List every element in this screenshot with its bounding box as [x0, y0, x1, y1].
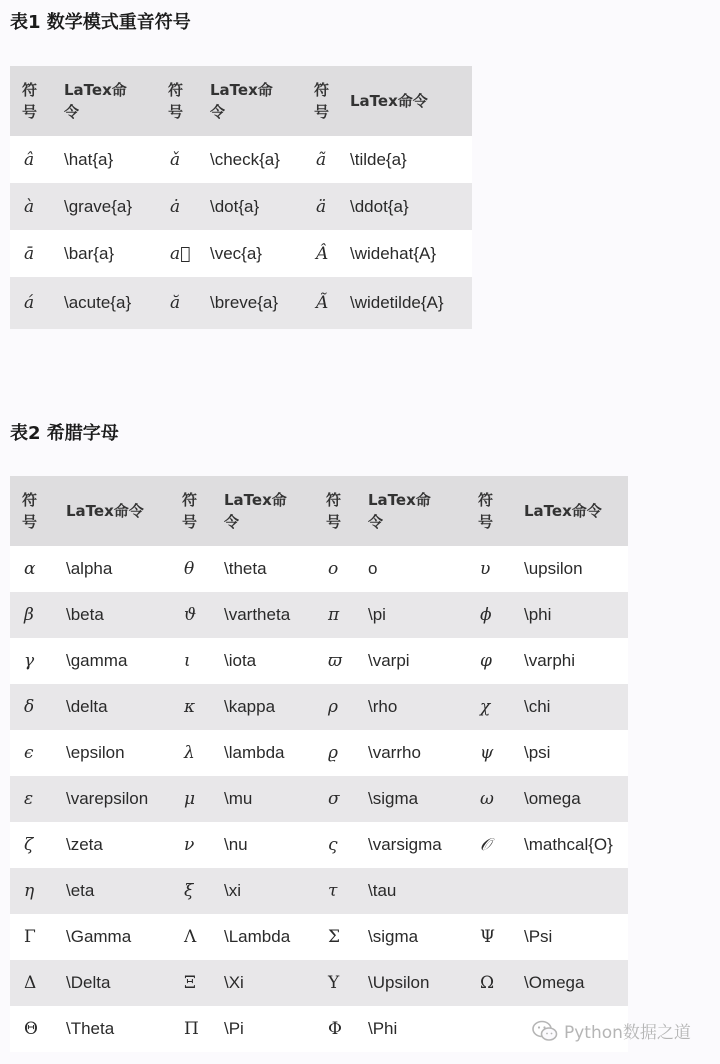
command-cell: \vartheta — [224, 605, 291, 624]
symbol-cell: ϑ — [184, 605, 197, 625]
command-cell: \hat{a} — [64, 149, 114, 169]
watermark — [532, 1018, 691, 1043]
symbol-column-header: 符 号 — [168, 81, 184, 121]
symbol-cell: θ — [184, 559, 195, 579]
command-cell: \alpha — [66, 559, 113, 578]
command-cell: \varrho — [368, 743, 421, 762]
table1-title: 表1 数学模式重音符号 — [10, 12, 191, 33]
symbol-cell: ϵ — [24, 743, 34, 763]
command-cell: \Psi — [524, 927, 553, 946]
command-cell: \kappa — [224, 697, 276, 716]
table-row — [10, 136, 472, 183]
command-cell: \widetilde{A} — [350, 293, 444, 312]
table-row — [10, 684, 628, 730]
command-column-header: LaTex命 令 — [368, 491, 431, 531]
command-cell: \vec{a} — [210, 243, 262, 263]
table-row — [10, 230, 472, 277]
symbol-column-header: 符 号 — [314, 81, 330, 121]
command-cell: \dot{a} — [210, 196, 260, 216]
command-cell: \varsigma — [368, 835, 442, 854]
command-cell: \xi — [224, 881, 241, 900]
symbol-cell: ϱ — [328, 743, 338, 763]
symbol-cell: Π — [184, 1019, 199, 1039]
command-cell: \Gamma — [66, 927, 132, 946]
symbol-cell: 𝒪 — [480, 835, 491, 855]
symbol-cell: η — [24, 881, 35, 901]
command-cell: \chi — [524, 697, 551, 716]
command-cell: \delta — [66, 697, 108, 716]
symbol-cell: â — [24, 149, 35, 170]
symbol-cell: Ã — [316, 293, 329, 313]
command-cell: \iota — [224, 651, 257, 670]
command-column-header: LaTex命令 — [66, 502, 144, 520]
symbol-cell: α — [24, 559, 36, 579]
symbol-cell: ζ — [24, 835, 34, 855]
command-cell — [516, 868, 628, 914]
command-cell: \varpi — [368, 651, 410, 670]
table-row — [10, 960, 628, 1006]
command-cell: \mu — [224, 789, 253, 808]
command-cell: \rho — [368, 697, 398, 716]
symbol-cell: ȧ — [170, 196, 181, 217]
symbol-cell: γ — [24, 651, 35, 671]
command-cell: \sigma — [368, 927, 419, 946]
symbol-cell: ν — [184, 835, 195, 855]
command-cell: \omega — [524, 789, 581, 808]
command-cell: \Lambda — [224, 927, 291, 946]
symbol-cell: ϕ — [480, 605, 492, 625]
symbol-cell: λ — [184, 743, 195, 763]
command-cell: \varepsilon — [66, 789, 149, 808]
symbol-cell: π — [328, 605, 340, 625]
command-cell: \sigma — [368, 789, 419, 808]
table-row — [10, 592, 628, 638]
table-row — [10, 776, 628, 822]
command-cell: \gamma — [66, 651, 128, 670]
table-row — [10, 546, 628, 592]
table-row — [10, 822, 628, 868]
symbol-cell: ρ — [328, 697, 338, 717]
table-row — [10, 638, 628, 684]
command-cell: \Upsilon — [368, 973, 430, 992]
command-cell: \ddot{a} — [350, 196, 409, 216]
command-cell: o — [368, 559, 378, 578]
command-cell: \nu — [224, 835, 248, 854]
symbol-cell: ι — [184, 651, 191, 671]
wechat-icon — [532, 1020, 558, 1042]
symbol-cell: σ — [328, 789, 340, 809]
command-cell: \Omega — [524, 973, 585, 992]
symbol-cell: o — [328, 559, 339, 579]
command-cell: \Pi — [224, 1019, 244, 1038]
symbol-cell: Λ — [184, 927, 197, 947]
command-cell: \tau — [368, 881, 397, 900]
accent-symbols-table — [10, 66, 472, 329]
symbol-cell: ξ — [184, 881, 194, 901]
table-header-row — [10, 476, 628, 546]
symbol-cell: ϖ — [328, 651, 342, 671]
table2-title: 表2 希腊字母 — [10, 423, 119, 444]
table-row — [10, 183, 472, 230]
symbol-cell: ε — [24, 789, 34, 809]
command-cell: \grave{a} — [64, 196, 133, 216]
command-cell: \beta — [66, 605, 104, 624]
greek-letters-table — [10, 476, 628, 1052]
command-cell: \lambda — [224, 743, 285, 762]
symbol-cell: Ω — [480, 973, 495, 993]
command-cell: \breve{a} — [210, 293, 279, 312]
table-row — [10, 730, 628, 776]
symbol-column-header: 符 号 — [182, 491, 198, 531]
symbol-cell: ă — [170, 293, 181, 313]
table-row — [10, 277, 472, 329]
symbol-cell: φ — [480, 651, 492, 671]
symbol-cell: κ — [184, 697, 196, 717]
symbol-cell: Δ — [24, 973, 37, 993]
symbol-cell: ω — [480, 789, 494, 809]
symbol-cell: Φ — [328, 1019, 342, 1039]
command-cell: \Theta — [66, 1019, 115, 1038]
symbol-cell: Ψ — [480, 927, 495, 947]
symbol-cell: β — [24, 605, 34, 625]
command-cell: \Xi — [224, 973, 244, 992]
command-cell: \tilde{a} — [350, 149, 407, 169]
command-cell: \upsilon — [524, 559, 583, 578]
command-cell: \widehat{A} — [350, 243, 437, 263]
table-row — [10, 868, 628, 914]
symbol-cell: ā — [24, 243, 35, 264]
command-cell: \bar{a} — [64, 243, 115, 263]
symbol-cell — [466, 1006, 516, 1052]
command-cell: \Delta — [66, 973, 111, 992]
command-column-header: LaTex命 令 — [210, 81, 273, 121]
command-column-header: LaTex命令 — [524, 502, 602, 520]
command-cell: \epsilon — [66, 743, 125, 762]
symbol-cell: τ — [328, 881, 338, 901]
symbol-cell: ς — [328, 835, 338, 855]
table-row — [10, 914, 628, 960]
command-column-header: LaTex命令 — [350, 92, 428, 110]
symbol-cell: Θ — [24, 1019, 38, 1039]
symbol-cell: χ — [480, 697, 491, 717]
command-cell: \Phi — [368, 1019, 398, 1038]
symbol-cell: ψ — [480, 743, 494, 763]
symbol-cell: à — [24, 196, 35, 217]
symbol-cell: υ — [480, 559, 491, 579]
symbol-cell: Υ — [328, 973, 340, 993]
symbol-cell: ǎ — [170, 149, 181, 170]
symbol-cell: a⃗ — [170, 243, 191, 264]
command-column-header: LaTex命 令 — [224, 491, 287, 531]
symbol-cell: Γ — [24, 927, 36, 947]
command-cell: \varphi — [524, 651, 576, 670]
symbol-cell: μ — [184, 789, 196, 809]
symbol-column-header: 符 号 — [326, 491, 342, 531]
symbol-cell: ä — [316, 196, 327, 217]
symbol-column-header: 符 号 — [478, 491, 494, 531]
symbol-cell: Σ — [328, 927, 341, 947]
symbol-cell: ã — [316, 149, 327, 170]
symbol-column-header: 符 号 — [22, 491, 38, 531]
symbol-cell: δ — [24, 697, 35, 717]
symbol-cell: á — [24, 293, 35, 313]
command-cell: \pi — [368, 605, 386, 624]
command-cell: \theta — [224, 559, 267, 578]
command-cell: \check{a} — [210, 149, 280, 169]
command-cell: \acute{a} — [64, 293, 132, 312]
watermark-text: Python数据之道 — [564, 1023, 691, 1043]
command-cell: \zeta — [66, 835, 103, 854]
symbol-cell: Ξ — [184, 973, 196, 993]
command-cell: \eta — [66, 881, 95, 900]
command-cell: \psi — [524, 743, 551, 762]
symbol-cell — [466, 868, 516, 914]
command-cell: \mathcal{O} — [524, 835, 613, 854]
command-cell: \phi — [524, 605, 552, 624]
symbol-column-header: 符 号 — [22, 81, 38, 121]
symbol-cell: Â — [316, 243, 329, 264]
command-column-header: LaTex命 令 — [64, 81, 127, 121]
table-header-row — [10, 66, 472, 136]
